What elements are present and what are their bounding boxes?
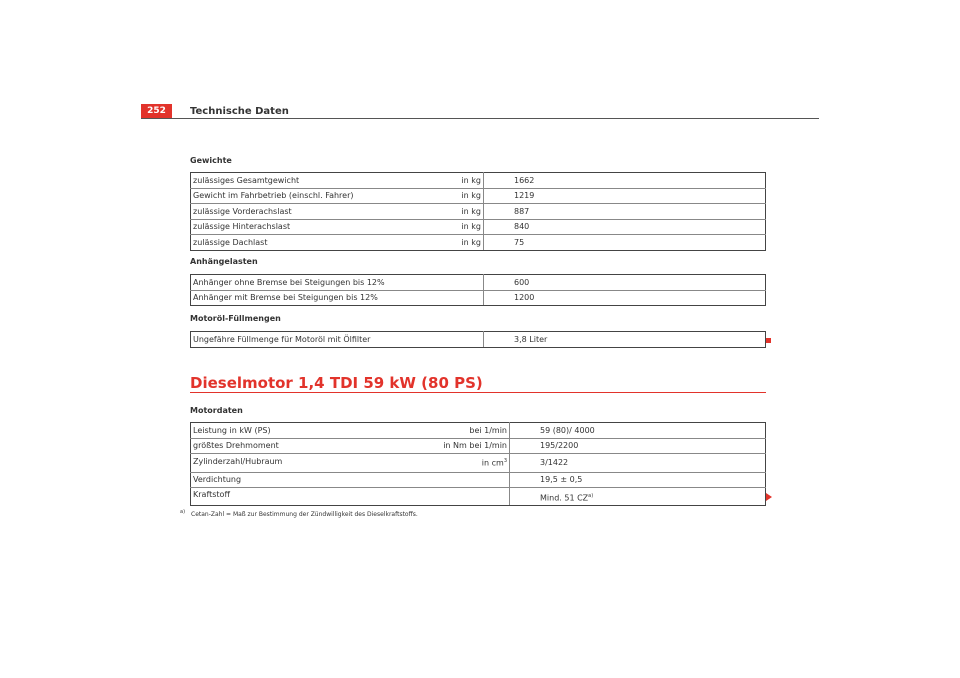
table-row (191, 332, 766, 348)
row-value: 19,5 ± 0,5 (510, 472, 766, 488)
row-unit: in kg (425, 235, 484, 251)
row-unit (425, 472, 510, 488)
row-label: zulässige Dachlast (191, 235, 426, 251)
row-value: 75 (484, 235, 766, 251)
row-value: 1662 (484, 173, 766, 189)
row-label: zulässiges Gesamtgewicht (191, 173, 426, 189)
row-label: zulässige Hinterachslast (191, 219, 426, 235)
footnote-text: Cetan-Zahl = Maß zur Bestimmung der Zündwilligkeit des Dieselkraftstoffs. (191, 511, 418, 518)
table-row (191, 423, 766, 439)
page-number: 252 (141, 104, 172, 119)
table-row (191, 235, 766, 251)
row-label: Ungefähre Füllmenge für Motoröl mit Ölfilter (191, 332, 484, 348)
value-text: Mind. 51 CZ (540, 493, 589, 503)
table-row (191, 454, 766, 473)
row-unit: in Nm bei 1/min (425, 438, 510, 454)
row-label: Kraftstoff (191, 488, 426, 506)
row-unit: in kg (425, 188, 484, 204)
row-value: 1219 (484, 188, 766, 204)
row-label: Gewicht im Fahrbetrieb (einschl. Fahrer) (191, 188, 426, 204)
unit-text: in cm (481, 458, 504, 468)
table-row (191, 173, 766, 189)
continue-arrow-icon (766, 493, 772, 501)
footnote-marker: a) (180, 509, 186, 515)
header-divider (141, 118, 819, 119)
engine-oil-heading: Motoröl-Füllmengen (190, 314, 281, 323)
table-row (191, 188, 766, 204)
section-end-icon (766, 338, 771, 343)
row-value: 59 (80)/ 4000 (510, 423, 766, 439)
engine-section-divider (190, 392, 766, 393)
row-label: Anhänger mit Bremse bei Steigungen bis 12% (191, 290, 484, 306)
row-value: 887 (484, 204, 766, 220)
engine-data-table (190, 422, 766, 506)
row-value: 3/1422 (510, 454, 766, 473)
table-row (191, 290, 766, 306)
engine-section-title: Dieselmotor 1,4 TDI 59 kW (80 PS) (190, 374, 483, 392)
unit-superscript: 3 (503, 457, 507, 464)
row-value: 1200 (484, 290, 766, 306)
row-unit: bei 1/min (425, 423, 510, 439)
table-row (191, 488, 766, 506)
trailer-loads-table (190, 274, 766, 306)
row-label: Verdichtung (191, 472, 426, 488)
weights-table (190, 172, 766, 251)
row-value: 195/2200 (510, 438, 766, 454)
table-row (191, 204, 766, 220)
trailer-loads-heading: Anhängelasten (190, 257, 258, 266)
table-row (191, 438, 766, 454)
row-label: Zylinderzahl/Hubraum (191, 454, 426, 473)
row-unit: in kg (425, 219, 484, 235)
row-value: 600 (484, 275, 766, 291)
footnote (180, 509, 418, 518)
row-label: zulässige Vorderachslast (191, 204, 426, 220)
row-label: Leistung in kW (PS) (191, 423, 426, 439)
table-row (191, 472, 766, 488)
engine-data-heading: Motordaten (190, 406, 243, 415)
row-value: 3,8 Liter (484, 332, 766, 348)
row-unit: in kg (425, 173, 484, 189)
table-row (191, 275, 766, 291)
row-unit (425, 488, 510, 506)
footnote-ref: a) (588, 492, 594, 499)
row-unit (425, 454, 510, 473)
row-label: Anhänger ohne Bremse bei Steigungen bis 12% (191, 275, 484, 291)
row-label: größtes Drehmoment (191, 438, 426, 454)
row-unit: in kg (425, 204, 484, 220)
weights-heading: Gewichte (190, 156, 232, 165)
row-value (510, 488, 766, 506)
page-title: Technische Daten (190, 106, 289, 117)
engine-oil-table (190, 331, 766, 348)
table-row (191, 219, 766, 235)
row-value: 840 (484, 219, 766, 235)
